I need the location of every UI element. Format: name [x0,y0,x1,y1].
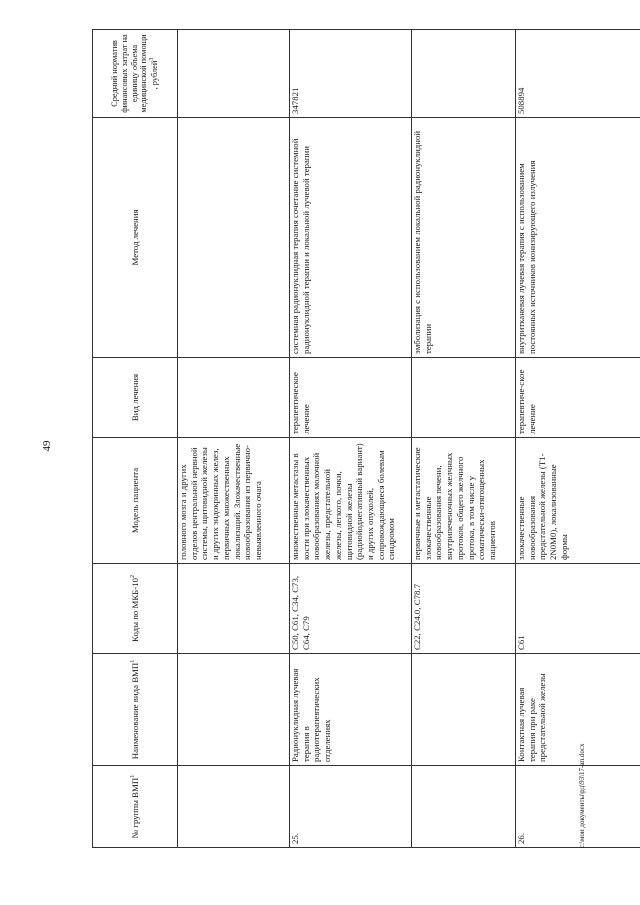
table-row-continuation [178,30,290,848]
header-patient-model: Модель пациента [93,438,178,564]
table-row [412,30,516,848]
cell-average-cost: 347821 [290,30,412,118]
header-group-number: № группы ВМП$^1$ [93,766,178,848]
cell-group-number: 25. [290,766,412,848]
header-icd-codes: Коды по МКБ-$10^2$ [93,564,178,654]
cell-treatment-method: системная радионуклидная терапия сочетание системной радионуклидной терапии и локальной лучевой терапии [290,118,412,358]
cell-icd-codes: C50, C61, C34, C73, C64, C79 [290,564,412,654]
cell-icd-codes: C61 [516,564,640,654]
cell-average-cost: 508894 [516,30,640,118]
cell-average-cost [412,30,516,118]
cell-vmp-name: Контактная лучевая терапия при раке предстательной железы [516,654,640,766]
table-row [516,30,640,848]
rotated-page-content [92,30,640,848]
page-number: 49 [41,440,53,452]
header-average-cost: Средний норматив финансовых затрат на единицу объема медицинской помощи , рублей$^3$ [93,30,178,118]
cell-model: злокачественные новообразования предстательной железы (T1-2N0M0), локализованные формы [516,438,640,564]
cell-group-number [412,766,516,848]
cell-icd-codes: C22, C24.0, C78.7 [412,564,516,654]
footer-file-path: c:\мои документы\рд\93\17-ап.docx [578,743,586,848]
header-vmp-name: Наименование вида ВМП$^1$ [93,654,178,766]
cell-treatment-method: эмболизация с использованием локальной радионуклидной терапии [412,118,516,358]
table-row [290,30,412,848]
header-treatment-method: Метод лечения [93,118,178,358]
cell-treatment-type: терапевтическое лечение [290,358,412,438]
cell-vmp-name [412,654,516,766]
cell-vmp-name: Радионуклидная лучевая терапия в радиотерапевтических отделениях [290,654,412,766]
cell-treatment-type [412,358,516,438]
cell-model: первичные и метастатические злокачественные новообразования печени, внутрипеченочных желчных протоков, общего желчного протока, в том числе у соматически-отягощенных пациентов [412,438,516,564]
table-header-row [93,30,178,848]
cell-model: множественные метастазы в кости при злокачественных новообразованиях молочной железы, предстательной железы, легкого, почки, щитовидной железы (радиойоднегативный вариант) и других опухолей, сопровождающиеся болевым синдромом [290,438,412,564]
header-treatment-type: Вид лечения [93,358,178,438]
vmp-table [92,29,640,848]
cell-treatment-method: внутритканевая лучевая терапия с использованием постоянных источников ионизирующего излучения [516,118,640,358]
cell-model: головного мозга и других отделов центральной нервной системы, щитовидной железы и других эндокринных желез, первичных множественных локализаций. Злокачественные новообразования из первично-невыявленного очага [178,438,290,564]
cell-group-number: 26. [516,766,640,848]
cell-treatment-type: терапевтиче-ское лечение [516,358,640,438]
